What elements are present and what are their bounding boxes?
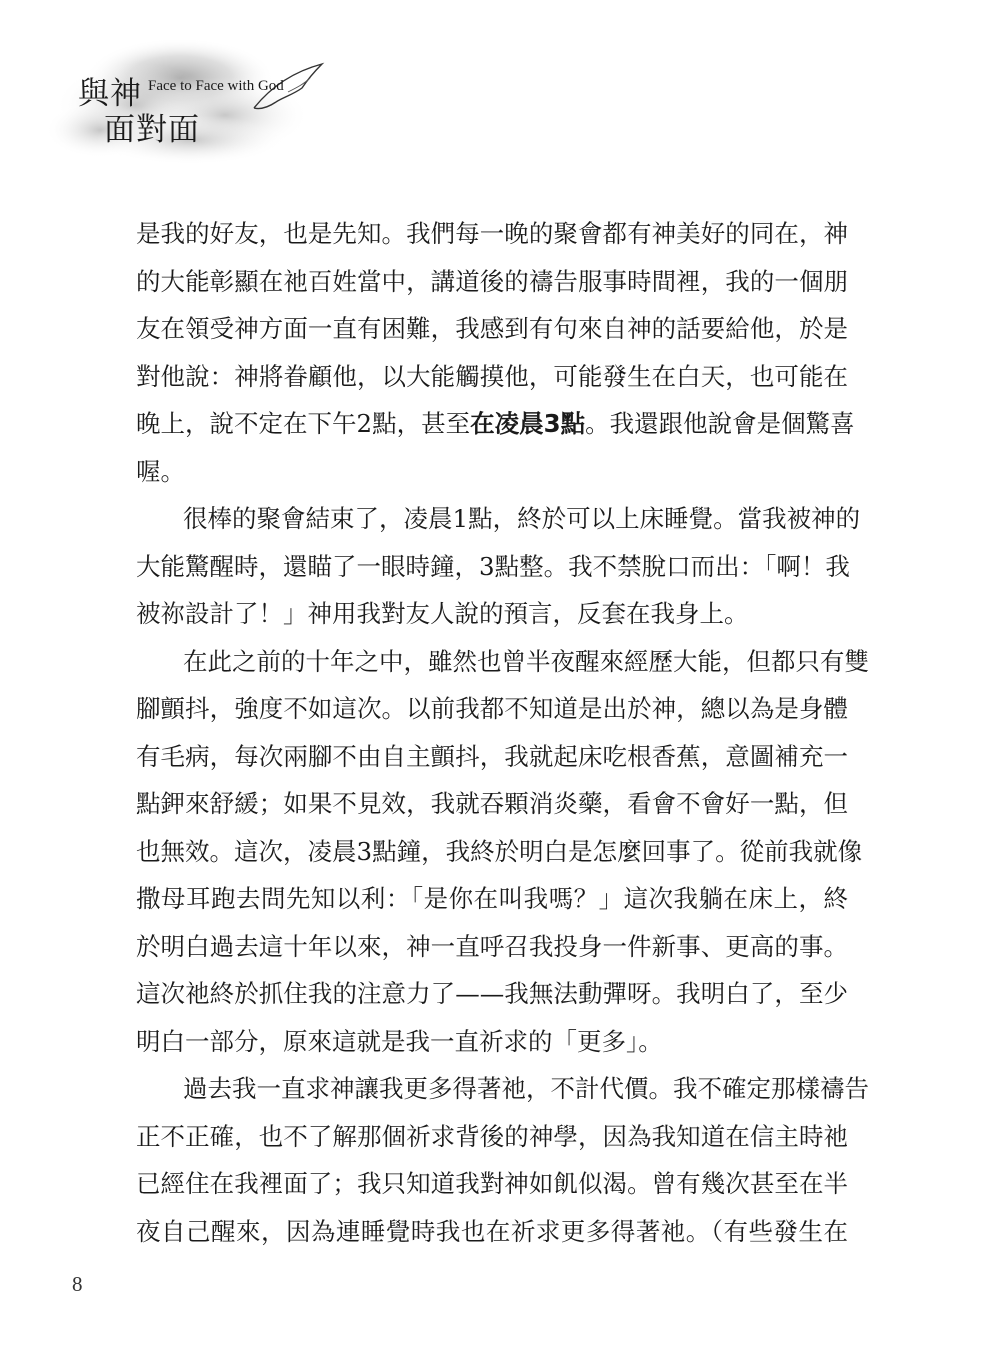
book-title-english: Face to Face with God	[148, 78, 284, 94]
text-run: 。我還跟他說會是個驚喜	[585, 409, 855, 438]
body-text	[136, 210, 869, 1255]
paragraph-3	[136, 638, 869, 1066]
text-line: 點鉀來舒緩；如果不見效，我就吞顆消炎藥，看會不會好一點，但	[136, 789, 848, 818]
book-title-line1: 與神	[78, 76, 142, 112]
text-line: 明白一部分，原來這就是我一直祈求的「更多」。	[136, 1026, 663, 1056]
running-header	[40, 20, 340, 170]
text-line	[136, 400, 855, 448]
page-number: 8	[72, 1272, 83, 1296]
text-line: 於明白過去這十年以來，神一直呼召我投身一件新事、更高的事。	[136, 931, 848, 961]
text-line: 腳顫抖，強度不如這次。以前我都不知道是出於神，總以為是身體	[136, 694, 848, 723]
book-title-line2: 面對面	[104, 112, 200, 148]
text-line: 也無效。這次，凌晨3點鐘，我終於明白是怎麼回事了。從前我就像	[136, 836, 863, 866]
text-line: 對他說：神將眷顧他，以大能觸摸他，可能發生在白天，也可能在	[136, 361, 848, 391]
text-line: 正不正確，也不了解那個祈求背後的神學，因為我知道在信主時祂	[136, 1121, 848, 1151]
text-line: 的大能彰顯在祂百姓當中，講道後的禱告服事時間裡，我的一個朋	[136, 266, 848, 296]
text-line: 是我的好友，也是先知。我們每一晚的聚會都有神美好的同在，神	[136, 219, 848, 248]
text-line: 友在領受神方面一直有困難，我感到有句來自神的話要給他，於是	[136, 314, 848, 343]
text-line: 喔。	[136, 456, 185, 486]
text-line: 過去我一直求神讓我更多得著祂，不計代價。我不確定那樣禱告	[183, 1074, 869, 1103]
text-line: 已經住在我裡面了；我只知道我對神如飢似渴。曾有幾次甚至在半	[136, 1169, 848, 1198]
text-line: 夜自己醒來，因為連睡覺時我也在祈求更多得著祂。（有些發生在	[136, 1216, 848, 1246]
text-line: 很棒的聚會結束了，凌晨1點，終於可以上床睡覺。當我被神的	[183, 504, 861, 533]
emphasis-text: 在凌晨3點	[470, 409, 586, 438]
text-line: 撒母耳跑去問先知以利：「是你在叫我嗎？」這次我躺在床上，終	[136, 884, 848, 913]
paragraph-4	[136, 1065, 869, 1255]
paragraph-2	[136, 495, 861, 638]
text-run: 晚上，說不定在下午2點，甚至	[136, 409, 471, 438]
text-line: 在此之前的十年之中，雖然也曾半夜醒來經歷大能，但都只有雙	[183, 646, 869, 676]
text-line: 有毛病，每次兩腳不由自主顫抖，我就起床吃根香蕉，意圖補充一	[136, 741, 848, 771]
text-line: 大能驚醒時，還瞄了一眼時鐘，3點整。我不禁脫口而出：「啊！我	[136, 551, 850, 581]
paragraph-1	[136, 210, 855, 495]
text-line: 被祢設計了！」神用我對友人說的預言，反套在我身上。	[136, 599, 749, 628]
text-line: 這次祂終於抓住我的注意力了——我無法動彈呀。我明白了，至少	[136, 979, 848, 1008]
